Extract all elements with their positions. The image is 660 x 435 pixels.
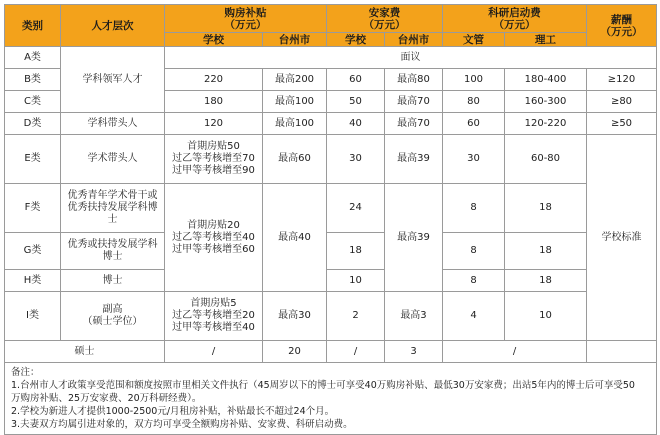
category-cell: F类 (5, 184, 61, 233)
settle-city-cell: 最高70 (385, 113, 443, 135)
note-line-1: 1.台州市人才政策享受范围和额度按照市里相关文件执行（45周岁以下的博士可享受40万购房补贴、最低30万安家费；出站5年内的博士后可享受50 (11, 380, 635, 391)
research-science-cell: 180-400 (505, 69, 587, 91)
research-arts-cell: 30 (443, 135, 505, 184)
header-category: 类别 (5, 5, 61, 47)
settle-city-cell: 3 (385, 341, 443, 363)
salary-cell: ≥50 (587, 113, 657, 135)
table-row-master (5, 341, 657, 363)
note-line-1-cont: 万购房补贴、25万安家费、20万科研经费）。 (11, 393, 202, 404)
category-cell: I类 (5, 292, 61, 341)
header-settling-fee: 安家费 （万元） (327, 5, 443, 33)
research-arts-cell: 60 (443, 113, 505, 135)
research-arts-cell: 80 (443, 91, 505, 113)
settle-city-cell: 最高80 (385, 69, 443, 91)
level-cell: 博士 (61, 270, 165, 292)
housing-city-cell: 最高30 (263, 292, 327, 341)
level-cell: 副高 （硕士学位） (61, 292, 165, 341)
housing-city-cell: 最高100 (263, 91, 327, 113)
header-research-startup: 科研启动费 （万元） (443, 5, 587, 33)
category-cell: E类 (5, 135, 61, 184)
talent-policy-table (4, 4, 657, 435)
housing-school-cell: 220 (165, 69, 263, 91)
research-science-cell: 160-300 (505, 91, 587, 113)
table-row-i (5, 292, 657, 341)
research-science-cell: 18 (505, 233, 587, 270)
level-cell: 优秀青年学术骨干或 优秀扶持发展学科博 士 (61, 184, 165, 233)
table-row-f (5, 184, 657, 233)
housing-school-cell: / (165, 341, 263, 363)
research-arts-cell: 8 (443, 233, 505, 270)
table-row-h (5, 270, 657, 292)
housing-school-cell: 首期房贴20 过乙等考核增至40 过甲等考核增至60 (165, 184, 263, 292)
salary-standard-cell: 学校标准 (587, 135, 657, 341)
note-line-3: 3.夫妻双方均属引进对象的，双方均可享受全额购房补贴、安家费、科研启动费。 (11, 419, 353, 430)
housing-city-cell: 最高100 (263, 113, 327, 135)
settle-school-cell: 60 (327, 69, 385, 91)
settle-school-cell: 2 (327, 292, 385, 341)
category-cell: C类 (5, 91, 61, 113)
category-cell: B类 (5, 69, 61, 91)
salary-cell (587, 341, 657, 363)
housing-school-cell: 首期房贴5 过乙等考核增至20 过甲等考核增至40 (165, 292, 263, 341)
salary-cell: ≥80 (587, 91, 657, 113)
housing-city-cell: 最高200 (263, 69, 327, 91)
header-research-science: 理工 (505, 33, 587, 47)
research-science-cell: 18 (505, 184, 587, 233)
category-cell: G类 (5, 233, 61, 270)
research-science-cell: 120-220 (505, 113, 587, 135)
settle-school-cell: 50 (327, 91, 385, 113)
research-arts-cell: 8 (443, 184, 505, 233)
housing-city-cell: 最高40 (263, 184, 327, 292)
level-cell: 优秀或扶持发展学科 博士 (61, 233, 165, 270)
settle-school-cell: 40 (327, 113, 385, 135)
level-cell: 学术带头人 (61, 135, 165, 184)
header-research-arts: 文管 (443, 33, 505, 47)
notes-cell (5, 363, 657, 435)
header-talent-level: 人才层次 (61, 5, 165, 47)
housing-school-cell: 120 (165, 113, 263, 135)
settle-school-cell: / (327, 341, 385, 363)
category-cell: H类 (5, 270, 61, 292)
master-label-cell: 硕士 (5, 341, 165, 363)
note-line-2: 2.学校为新进人才提供1000-2500元/月租房补贴，补贴最长不超过24个月。 (11, 406, 335, 417)
table-row-a (5, 47, 657, 69)
table-row-d (5, 113, 657, 135)
housing-city-cell: 最高60 (263, 135, 327, 184)
research-science-cell: 18 (505, 270, 587, 292)
settle-city-cell: 最高39 (385, 184, 443, 292)
header-salary: 薪酬 （万元） (587, 5, 657, 47)
research-science-cell: 10 (505, 292, 587, 341)
level-cell: 学科带头人 (61, 113, 165, 135)
salary-cell: ≥120 (587, 69, 657, 91)
housing-city-cell: 20 (263, 341, 327, 363)
research-science-cell: 60-80 (505, 135, 587, 184)
table-row-e (5, 135, 657, 184)
table-row-g (5, 233, 657, 270)
level-cell: 学科领军人才 (61, 47, 165, 113)
housing-school-cell: 180 (165, 91, 263, 113)
notes-title: 备注： (11, 367, 40, 378)
research-arts-cell: 8 (443, 270, 505, 292)
settle-school-cell: 18 (327, 233, 385, 270)
research-arts-cell: 100 (443, 69, 505, 91)
header-housing-school: 学校 (165, 33, 263, 47)
negotiable-cell: 面议 (165, 47, 657, 69)
notes-row (5, 363, 657, 435)
settle-school-cell: 10 (327, 270, 385, 292)
settle-city-cell: 最高39 (385, 135, 443, 184)
research-arts-cell: 4 (443, 292, 505, 341)
header-settle-school: 学校 (327, 33, 385, 47)
settle-city-cell: 最高3 (385, 292, 443, 341)
settle-city-cell: 最高70 (385, 91, 443, 113)
header-settle-taizhou: 台州市 (385, 33, 443, 47)
category-cell: A类 (5, 47, 61, 69)
category-cell: D类 (5, 113, 61, 135)
housing-school-cell: 首期房贴50 过乙等考核增至70 过甲等考核增至90 (165, 135, 263, 184)
settle-school-cell: 30 (327, 135, 385, 184)
header-housing-subsidy: 购房补贴 （万元） (165, 5, 327, 33)
settle-school-cell: 24 (327, 184, 385, 233)
research-cell: / (443, 341, 587, 363)
header-housing-taizhou: 台州市 (263, 33, 327, 47)
